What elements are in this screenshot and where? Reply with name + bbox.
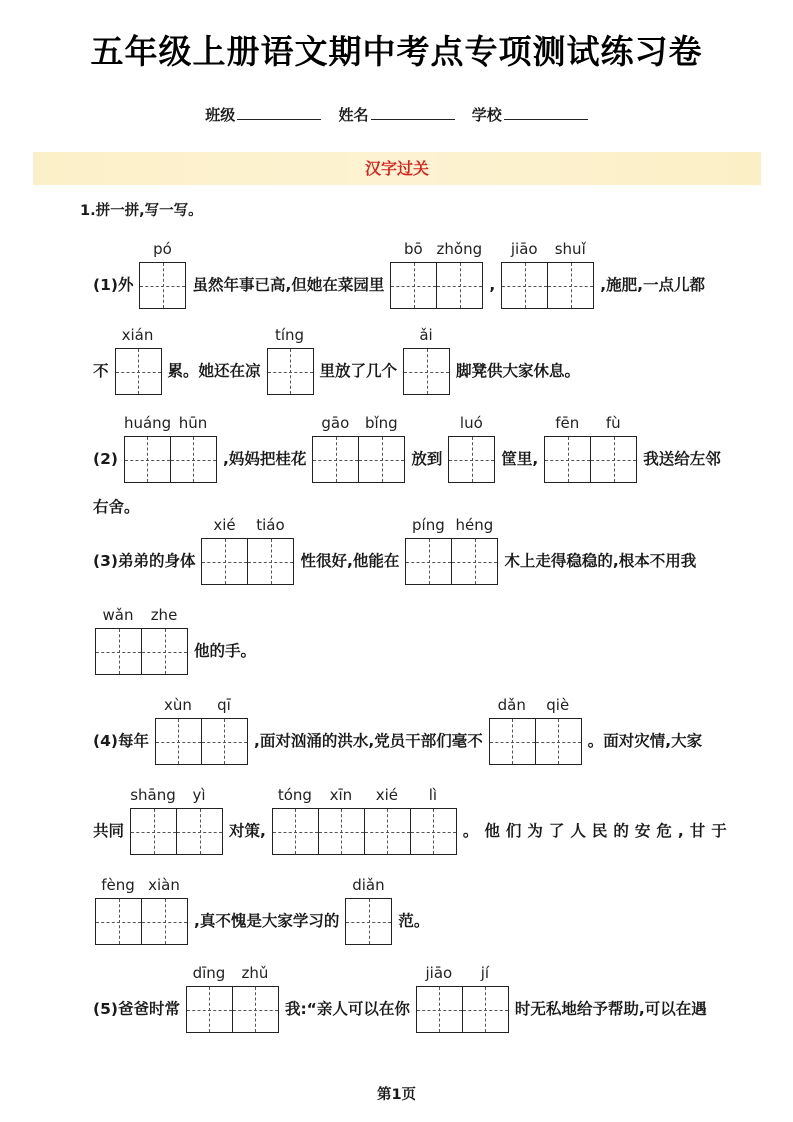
page-number: 第1页	[376, 1087, 417, 1103]
exercise-line	[93, 414, 725, 483]
writing-box-group	[130, 786, 223, 855]
tianzige-writing-cell[interactable]	[273, 809, 319, 854]
sentence-text: 共同	[93, 822, 125, 840]
sentence-text: (2)	[93, 450, 118, 468]
tianzige-writing-cell[interactable]	[116, 349, 161, 394]
writing-box-group	[403, 326, 450, 395]
writing-box-group	[267, 326, 314, 395]
sentence-text: ,真不愧是大家学习的	[194, 912, 340, 930]
sentence-text: 筐里,	[501, 450, 539, 468]
pinyin-label: fèng	[101, 876, 135, 894]
pinyin-label: bō	[403, 240, 423, 258]
pinyin-label: zhe	[150, 606, 178, 624]
pinyin-label: pó	[153, 240, 172, 258]
pinyin-label: gāo	[321, 414, 350, 432]
writing-box-group	[544, 414, 637, 483]
tianzige-writing-cell[interactable]	[125, 437, 171, 482]
class-label: 班级	[205, 106, 236, 124]
tianzige-writing-cell[interactable]	[545, 437, 591, 482]
exercise-line	[93, 606, 260, 675]
pinyin-label: xié	[213, 516, 236, 534]
tianzige-writing-cell[interactable]	[313, 437, 359, 482]
pinyin-label: zhǒng	[436, 240, 483, 258]
writing-box-group	[155, 696, 248, 765]
section-banner	[33, 152, 761, 185]
pinyin-label: jiāo	[425, 964, 453, 982]
writing-box-group	[201, 516, 294, 585]
sentence-text: ,施肥,一点儿都	[600, 276, 706, 294]
writing-box-group	[501, 240, 594, 309]
tianzige-writing-cell[interactable]	[359, 437, 404, 482]
pinyin-label: ǎi	[419, 326, 433, 344]
pinyin-label: tiáo	[256, 516, 285, 534]
tianzige-writing-cell[interactable]	[346, 899, 391, 944]
writing-box-group	[489, 696, 582, 765]
sentence-text: 里放了几个	[319, 362, 398, 380]
writing-box-group	[95, 876, 188, 945]
pinyin-label: jiāo	[510, 240, 538, 258]
tianzige-writing-cell[interactable]	[268, 349, 313, 394]
writing-box-group	[448, 414, 495, 483]
pinyin-label: píng	[412, 516, 445, 534]
writing-box-group	[345, 876, 392, 945]
question-1-prompt: 1.拼一拼,写一写。	[80, 203, 203, 219]
tianzige-writing-cell[interactable]	[452, 539, 497, 584]
sentence-text: 右舍。	[93, 498, 140, 516]
pinyin-label: shāng	[130, 786, 176, 804]
sentence-text: 性很好,他能在	[300, 552, 400, 570]
tianzige-writing-cell[interactable]	[156, 719, 202, 764]
pinyin-label: zhǔ	[241, 964, 269, 982]
pinyin-label: fēn	[555, 414, 580, 432]
pinyin-label: diǎn	[352, 876, 385, 894]
tianzige-writing-cell[interactable]	[177, 809, 222, 854]
tianzige-writing-cell[interactable]	[449, 437, 494, 482]
class-field[interactable]	[237, 105, 321, 120]
student-info	[0, 104, 793, 125]
exercise-line	[93, 786, 737, 855]
writing-box-group	[390, 240, 483, 309]
tianzige-writing-cell[interactable]	[233, 987, 278, 1032]
sentence-text: 。面对灾情,大家	[587, 732, 703, 750]
pinyin-label: xīn	[329, 786, 353, 804]
pinyin-label: xié	[375, 786, 399, 804]
pinyin-label: qiè	[546, 696, 570, 714]
section-title: 汉字过关	[364, 159, 429, 178]
pinyin-label: dǎn	[497, 696, 526, 714]
page-title: 五年级上册语文期中考点专项测试练习卷	[90, 32, 703, 71]
pinyin-label: xián	[121, 326, 154, 344]
exercise-line	[93, 876, 433, 945]
sentence-text: 我:“亲人可以在你	[284, 1000, 410, 1018]
sentence-text: (1)外	[93, 276, 134, 294]
school-field[interactable]	[504, 105, 588, 120]
tianzige-writing-cell[interactable]	[96, 899, 142, 944]
tianzige-writing-cell[interactable]	[96, 629, 142, 674]
sentence-text: 不	[93, 362, 109, 380]
exercise-line	[93, 326, 584, 395]
name-field[interactable]	[371, 105, 455, 120]
tianzige-writing-cell[interactable]	[142, 629, 187, 674]
writing-box-group	[312, 414, 405, 483]
pinyin-label: luó	[459, 414, 483, 432]
writing-box-group	[186, 964, 279, 1033]
exercise-line	[93, 240, 709, 309]
name-label: 姓名	[338, 106, 369, 124]
tianzige-writing-cell[interactable]	[490, 719, 536, 764]
sentence-text: 虽然年事已高,但她在菜园里	[192, 276, 385, 294]
tianzige-writing-cell[interactable]	[463, 987, 508, 1032]
pinyin-label: tóng	[277, 786, 312, 804]
tianzige-writing-cell[interactable]	[319, 809, 365, 854]
writing-box-group	[95, 606, 188, 675]
sentence-text: 累。她还在凉	[167, 362, 261, 380]
pinyin-label: héng	[455, 516, 494, 534]
sentence-text: 我送给左邻	[643, 450, 721, 468]
tianzige-writing-cell[interactable]	[591, 437, 636, 482]
sentence-text: 对策,	[229, 822, 266, 840]
exercise-line	[93, 516, 700, 585]
tianzige-writing-cell[interactable]	[140, 263, 185, 308]
writing-box-group	[416, 964, 509, 1033]
pinyin-label: bǐng	[364, 414, 398, 432]
tianzige-writing-cell[interactable]	[391, 263, 437, 308]
exercise-line	[93, 696, 706, 765]
sentence-text: (5)爸爸时常	[93, 1000, 180, 1018]
sentence-text: 脚凳供大家休息。	[456, 362, 581, 380]
sentence-text: ,	[489, 276, 496, 294]
pinyin-label: shuǐ	[554, 240, 586, 258]
school-label: 学校	[471, 106, 502, 124]
tianzige-writing-cell[interactable]	[202, 539, 248, 584]
pinyin-label: xùn	[164, 696, 192, 714]
sentence-text: (3)弟弟的身体	[93, 552, 196, 570]
sentence-text: 时无私地给予帮助,可以在遇	[514, 1000, 707, 1018]
pinyin-label: xiàn	[148, 876, 180, 894]
pinyin-label: dīng	[192, 964, 226, 982]
writing-box-group	[272, 786, 457, 855]
tianzige-writing-cell[interactable]	[417, 987, 463, 1032]
pinyin-label: tíng	[274, 326, 305, 344]
pinyin-label: lì	[428, 786, 438, 804]
sentence-text: (4)每年	[93, 732, 149, 750]
pinyin-label: jí	[480, 964, 490, 982]
tianzige-writing-cell[interactable]	[548, 263, 593, 308]
pinyin-label: huáng	[123, 414, 172, 432]
pinyin-label: wǎn	[102, 606, 134, 624]
sentence-text: 放到	[411, 450, 443, 468]
sentence-text: 他的手。	[194, 642, 257, 660]
sentence-text: 木上走得稳稳的,根本不用我	[504, 552, 697, 570]
writing-box-group	[139, 240, 186, 309]
tianzige-writing-cell[interactable]	[404, 349, 449, 394]
sentence-text: ,妈妈把桂花	[222, 450, 307, 468]
tianzige-writing-cell[interactable]	[248, 539, 293, 584]
sentence-text: 范。	[398, 912, 430, 930]
sentence-text: 。他们为了人民的安危,甘于	[462, 822, 733, 840]
tianzige-writing-cell[interactable]	[171, 437, 216, 482]
pinyin-label: qī	[217, 696, 231, 714]
exercise-line	[93, 964, 711, 1033]
pinyin-label: fù	[605, 414, 621, 432]
writing-box-group	[124, 414, 217, 483]
sentence-text: ,面对汹涌的洪水,党员干部们毫不	[253, 732, 483, 750]
pinyin-label: yì	[192, 786, 206, 804]
tianzige-writing-cell[interactable]	[187, 987, 233, 1032]
tianzige-writing-cell[interactable]	[536, 719, 581, 764]
tianzige-writing-cell[interactable]	[365, 809, 411, 854]
tianzige-writing-cell[interactable]	[406, 539, 452, 584]
pinyin-label: hūn	[178, 414, 208, 432]
tianzige-writing-cell[interactable]	[502, 263, 548, 308]
tianzige-writing-cell[interactable]	[131, 809, 177, 854]
tianzige-writing-cell[interactable]	[411, 809, 456, 854]
writing-box-group	[115, 326, 162, 395]
tianzige-writing-cell[interactable]	[202, 719, 247, 764]
tianzige-writing-cell[interactable]	[142, 899, 187, 944]
tianzige-writing-cell[interactable]	[437, 263, 482, 308]
writing-box-group	[405, 516, 498, 585]
